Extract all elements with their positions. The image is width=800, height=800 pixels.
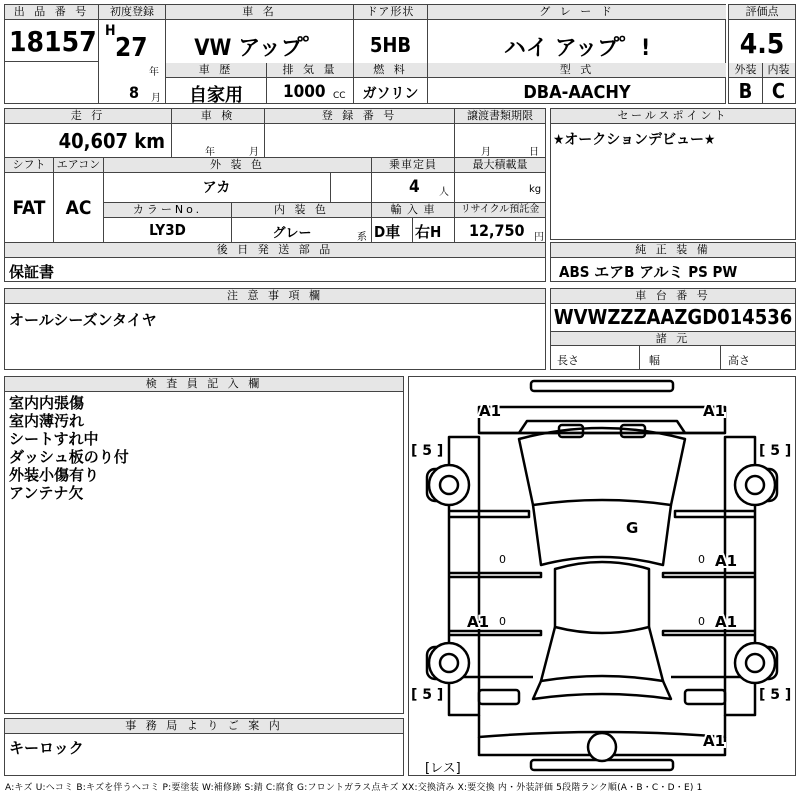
ext-grade: B (738, 79, 753, 103)
score-label: 評価点 (729, 5, 795, 20)
capacity: 4 (409, 177, 420, 197)
inspection-month-unit: 月 (249, 147, 259, 158)
options-block (550, 242, 796, 282)
damage-mark: G (626, 519, 639, 537)
mileage: 40,607 km (58, 129, 165, 153)
ac-label: エアコン (54, 158, 103, 173)
capacity-label: 乗車定員 (372, 158, 454, 173)
notes: オールシーズンタイヤ (9, 311, 157, 329)
shift-label: シフト (5, 158, 53, 173)
notes-label: 注 意 事 項 欄 (5, 289, 545, 304)
sales-point-block (550, 108, 796, 240)
recycle-label: リサイクル預託金 (455, 203, 545, 218)
chassis-label: 車 台 番 号 (551, 289, 795, 304)
max-load-label: 最大積載量 (455, 158, 545, 173)
length-label: 長さ (557, 354, 579, 367)
color-no-label: カラーNo. (104, 203, 231, 218)
ext-color-label: 外 装 色 (104, 158, 371, 173)
inspector-label: 検 査 員 記 入 欄 (5, 377, 403, 392)
tire-mark: [ 5 ] (759, 687, 792, 703)
tire-mark: [ 5 ] (759, 443, 792, 459)
ac: AC (65, 197, 92, 219)
door-label: ドア形状 (354, 5, 427, 20)
legend: A:キズ U:ヘコミ B:キズを伴うヘコミ P:要塗装 W:補修跡 S:錆 C:腐食 G:フロントガラス点キズ XX:交換済み X:要交換 内・外装評価 5段階ランク順(A・B・C・D・E) 1 (5, 783, 703, 793)
int-color-suffix: 系 (357, 232, 367, 243)
year-unit: 年 (149, 67, 159, 78)
inspector-line: 室内薄汚れ (9, 412, 85, 430)
office-block (4, 718, 404, 776)
damage-mark: A1 (479, 402, 502, 420)
inspection-label: 車 検 (172, 109, 264, 124)
transfer-label: 譲渡書類期限 (455, 109, 545, 124)
spare-label: [レス] (425, 761, 461, 775)
damage-mark: A1 (703, 402, 726, 420)
car-diagram-svg (409, 377, 795, 775)
inspector-line: シートすれ中 (9, 430, 99, 448)
zero-mark: 0 (698, 615, 705, 628)
options-label: 純 正 装 備 (551, 243, 795, 258)
car-name-label: 車 名 (166, 5, 353, 20)
first-reg-label: 初度登録 (99, 5, 165, 20)
score: 4.5 (739, 27, 785, 60)
transfer-day-unit: 日 (529, 147, 539, 158)
registration-label: 登 録 番 号 (265, 109, 454, 124)
ext-color: アカ (202, 180, 231, 196)
header-block (4, 4, 726, 104)
damage-mark: A1 (467, 613, 490, 631)
chassis-number: WVWZZZAAZGD014536 (553, 305, 793, 329)
damage-mark: A1 (715, 613, 738, 631)
lot-no: 18157 (9, 25, 97, 58)
later-parts: 保証書 (9, 263, 55, 281)
inspector-line: 室内内張傷 (9, 394, 85, 412)
width-label: 幅 (649, 354, 660, 367)
first-reg-year: 27 (115, 33, 148, 63)
int-grade-label: 内装 (762, 63, 795, 78)
inspector-line: 外装小傷有り (9, 466, 100, 484)
door: 5HB (369, 33, 412, 57)
displacement-unit: CC (333, 91, 346, 101)
sales-point-label: セールスポイント (551, 109, 795, 124)
import-label: 輸 入 車 (372, 203, 454, 218)
details-block (4, 108, 546, 282)
inspector-block (4, 376, 404, 714)
displacement: 1000 (283, 82, 326, 102)
displacement-label: 排 気 量 (267, 63, 353, 78)
zero-mark: 0 (499, 615, 506, 628)
import-h: 右H (415, 223, 442, 241)
score-block (728, 4, 796, 104)
recycle: 12,750 (469, 221, 525, 240)
inspector-lines (9, 394, 129, 502)
grade: ハイ アップ゜! (503, 36, 651, 61)
shift: FAT (12, 197, 46, 219)
ext-grade-label: 外装 (729, 63, 762, 78)
sales-point: ★オークションデビュー★ (553, 132, 716, 148)
chassis-block (550, 288, 796, 370)
int-color-label: 内 装 色 (232, 203, 371, 218)
transfer-month-unit: 月 (481, 147, 491, 158)
model-label: 型 式 (428, 63, 726, 78)
model: DBA-AACHY (523, 82, 631, 103)
color-no: LY3D (149, 221, 186, 239)
first-reg-month: 8 (129, 83, 140, 102)
tire-mark: [ 5 ] (411, 443, 444, 459)
inspector-line: アンテナ欠 (9, 484, 84, 502)
inspection-year-unit: 年 (205, 147, 215, 158)
int-grade: C (771, 79, 786, 103)
height-label: 高さ (728, 354, 750, 367)
zero-mark: 0 (698, 553, 705, 566)
month-unit: 月 (151, 93, 161, 104)
lot-no-label: 出 品 番 号 (5, 5, 98, 20)
options: ABS エアB アルミ PS PW (559, 263, 738, 281)
inspector-line: ダッシュ板のり付 (9, 448, 129, 466)
era: H (105, 23, 116, 39)
history: 自家用 (189, 85, 243, 106)
notes-block (4, 288, 546, 370)
office-label: 事 務 局 よ り ご 案 内 (5, 719, 403, 734)
grade-label: グ レ ー ド (428, 5, 726, 20)
car-name: VW アップ゜ (194, 36, 325, 61)
fuel: ガソリン (362, 86, 419, 102)
specs-label: 諸 元 (551, 331, 795, 346)
car-diagram (408, 376, 796, 776)
zero-mark: 0 (499, 553, 506, 566)
damage-mark: A1 (715, 552, 738, 570)
office: キーロック (9, 739, 84, 757)
fuel-label: 燃 料 (354, 63, 427, 78)
later-parts-label: 後 日 発 送 部 品 (5, 243, 545, 258)
tire-mark: [ 5 ] (411, 687, 444, 703)
damage-mark: A1 (703, 732, 726, 750)
history-label: 車 歴 (166, 63, 266, 78)
capacity-unit: 人 (439, 187, 449, 198)
int-color: グレー (272, 226, 312, 241)
max-load-unit: kg (529, 184, 542, 195)
recycle-unit: 円 (534, 232, 544, 243)
mileage-label: 走 行 (5, 109, 171, 124)
import-d: D車 (374, 223, 401, 241)
